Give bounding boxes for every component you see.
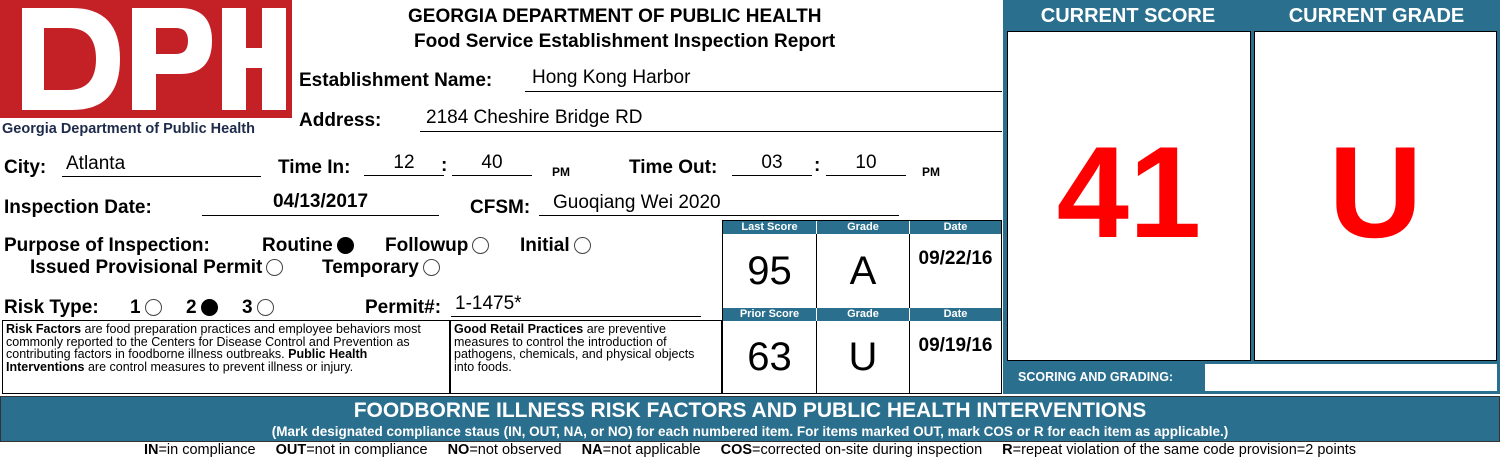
- legend-item: COS=corrected on-site during inspection: [720, 442, 983, 458]
- legend-item: IN=in compliance: [143, 442, 256, 458]
- prior-score-cell: [723, 321, 816, 393]
- time-out-min: 10: [855, 152, 877, 173]
- cfsm-label: CFSM:: [470, 197, 531, 218]
- purpose-option-label: Routine: [262, 235, 333, 256]
- radio-empty-icon: [257, 299, 274, 316]
- logo-subtitle: Georgia Department of Public Health: [2, 121, 255, 137]
- prior-grade-label: Grade: [847, 308, 879, 320]
- time-in-min-field[interactable]: [452, 152, 532, 176]
- last-date-header: [909, 221, 1001, 234]
- scoring-label: SCORING AND GRADING:: [1018, 370, 1174, 384]
- purpose-option-initial[interactable]: [520, 235, 591, 257]
- address-field[interactable]: [420, 106, 1002, 132]
- section-banner: [0, 396, 1500, 442]
- good-retail-practices-note: [450, 320, 722, 394]
- risk-factors-text: are food preparation practices and employee behaviors most commonly reported to the Centers for Disease Control and Prevention as contributing factors in foodborne illness outbreaks.: [6, 322, 421, 361]
- legend-item: NO=not observed: [447, 442, 562, 458]
- time-in-min: 40: [481, 152, 503, 173]
- purpose-option-label: Issued Provisional Permit: [30, 257, 263, 278]
- time-in-hour: 12: [393, 152, 415, 173]
- purpose-option-temporary[interactable]: [322, 257, 440, 279]
- purpose-label: Purpose of Inspection:: [4, 235, 210, 256]
- address-value: 2184 Cheshire Bridge RD: [426, 107, 643, 128]
- inspection-date-label: Inspection Date:: [4, 197, 152, 218]
- score-history-table: [722, 220, 1002, 394]
- phi-text: are control measures to prevent illness or injury.: [84, 359, 354, 374]
- phi-term: Public Health Interventions: [6, 347, 368, 374]
- risk-option-3[interactable]: [242, 297, 274, 319]
- scoring-c: C=70-79: [1372, 370, 1419, 384]
- last-score-header: [723, 221, 816, 234]
- prior-score-value: 63: [747, 335, 792, 379]
- purpose-option-provisional-permit[interactable]: [30, 257, 283, 279]
- risk-factors-term: Risk Factors: [6, 322, 82, 336]
- risk-option-2[interactable]: [186, 297, 218, 319]
- legend-item: NA=not applicable: [581, 442, 701, 458]
- radio-empty-icon: [423, 259, 440, 276]
- time-in-ampm: PM: [552, 165, 570, 179]
- cfsm-field[interactable]: [539, 191, 899, 216]
- inspection-date-field[interactable]: [202, 191, 439, 216]
- last-grade-label: Grade: [847, 221, 879, 233]
- current-panel: [1003, 0, 1500, 394]
- purpose-option-label: Followup: [385, 235, 469, 256]
- scoring-a: A=90-100: [1222, 370, 1276, 384]
- risk-option-label: 3: [242, 297, 253, 318]
- last-date-cell: [909, 234, 1001, 308]
- section-banner-subtitle: (Mark designated compliance staus (IN, OUT, NA, or NO) for each numbered item. For items marked OUT, mark COS or R for each item as applicable.): [271, 424, 1229, 439]
- time-in-label: Time In:: [278, 157, 351, 178]
- city-value: Atlanta: [66, 153, 126, 174]
- risk-type-label: Risk Type:: [4, 297, 99, 318]
- last-date-value: 09/22/16: [918, 248, 993, 269]
- time-out-hour-field[interactable]: [732, 152, 812, 176]
- establishment-name-field[interactable]: [525, 66, 1002, 92]
- legend-item: OUT=not in compliance: [275, 442, 428, 458]
- last-score-value: 95: [747, 249, 792, 293]
- last-score-cell: [723, 234, 816, 308]
- purpose-option-label: Initial: [520, 235, 570, 256]
- grp-text: are preventive measures to control the introduction of pathogens, chemicals, and physical objects into foods.: [454, 322, 695, 374]
- city-field[interactable]: [62, 152, 261, 177]
- prior-grade-header: [816, 308, 909, 321]
- risk-option-label: 1: [130, 297, 141, 318]
- prior-grade-cell: [816, 321, 909, 393]
- risk-option-1[interactable]: [130, 297, 162, 319]
- scoring-scale-box: [1205, 364, 1497, 391]
- establishment-name-value: Hong Kong Harbor: [532, 67, 691, 88]
- status-legend: [0, 442, 1500, 462]
- time-out-min-field[interactable]: [826, 152, 906, 176]
- radio-empty-icon: [145, 299, 162, 316]
- radio-selected-icon: [201, 299, 218, 316]
- permit-label: Permit#:: [365, 297, 442, 318]
- dph-logo: [0, 0, 292, 140]
- last-grade-value: A: [849, 249, 877, 293]
- legend-item: R=repeat violation of the same code provision=2 points: [1002, 442, 1357, 458]
- purpose-option-routine[interactable]: [262, 235, 354, 257]
- permit-field[interactable]: [451, 293, 701, 317]
- time-out-ampm: PM: [922, 165, 940, 179]
- grp-term: Good Retail Practices: [454, 322, 584, 336]
- current-score-value: 41: [1056, 119, 1202, 265]
- current-grade-box: [1254, 31, 1497, 361]
- cfsm-value: Guoqiang Wei 2020: [553, 192, 721, 213]
- prior-date-label: Date: [943, 308, 968, 320]
- report-agency-title: GEORGIA DEPARTMENT OF PUBLIC HEALTH: [408, 6, 822, 27]
- scoring-b: B=80-89: [1300, 370, 1347, 384]
- current-score-box: [1007, 31, 1251, 361]
- current-grade-label: CURRENT GRADE: [1288, 5, 1465, 27]
- last-score-label: Last Score: [741, 221, 798, 233]
- time-in-hour-field[interactable]: [364, 152, 444, 176]
- current-grade-value: U: [1328, 119, 1423, 265]
- radio-selected-icon: [337, 237, 354, 254]
- time-in-colon: :: [441, 155, 448, 176]
- prior-date-header: [909, 308, 1001, 321]
- prior-grade-value: U: [848, 335, 878, 379]
- current-score-label: CURRENT SCORE: [1040, 5, 1216, 27]
- last-grade-cell: [816, 234, 909, 308]
- purpose-option-followup[interactable]: [385, 235, 489, 257]
- time-out-label: Time Out:: [629, 157, 718, 178]
- prior-date-cell: [909, 321, 1001, 393]
- establishment-name-label: Establishment Name:: [299, 70, 493, 91]
- permit-value: 1-1475*: [455, 293, 522, 314]
- radio-empty-icon: [266, 259, 283, 276]
- radio-empty-icon: [574, 237, 591, 254]
- scoring-u: U≤69: [1443, 370, 1472, 384]
- inspection-date-value: 04/13/2017: [272, 191, 369, 212]
- purpose-option-label: Temporary: [322, 257, 419, 278]
- last-date-label: Date: [943, 221, 968, 233]
- city-label: City:: [4, 157, 47, 178]
- prior-date-value: 09/19/16: [918, 335, 993, 356]
- section-banner-title: FOODBORNE ILLNESS RISK FACTORS AND PUBLIC HEALTH INTERVENTIONS: [353, 399, 1147, 422]
- dph-logo-mark: [0, 0, 292, 118]
- risk-option-label: 2: [186, 297, 197, 318]
- report-title: Food Service Establishment Inspection Report: [414, 31, 836, 52]
- last-grade-header: [816, 221, 909, 234]
- time-out-colon: :: [814, 155, 821, 176]
- prior-score-label: Prior Score: [739, 308, 800, 320]
- address-label: Address:: [299, 110, 382, 131]
- risk-factors-note: [2, 320, 450, 394]
- radio-empty-icon: [472, 237, 489, 254]
- prior-score-header: [723, 308, 816, 321]
- time-out-hour: 03: [761, 152, 783, 173]
